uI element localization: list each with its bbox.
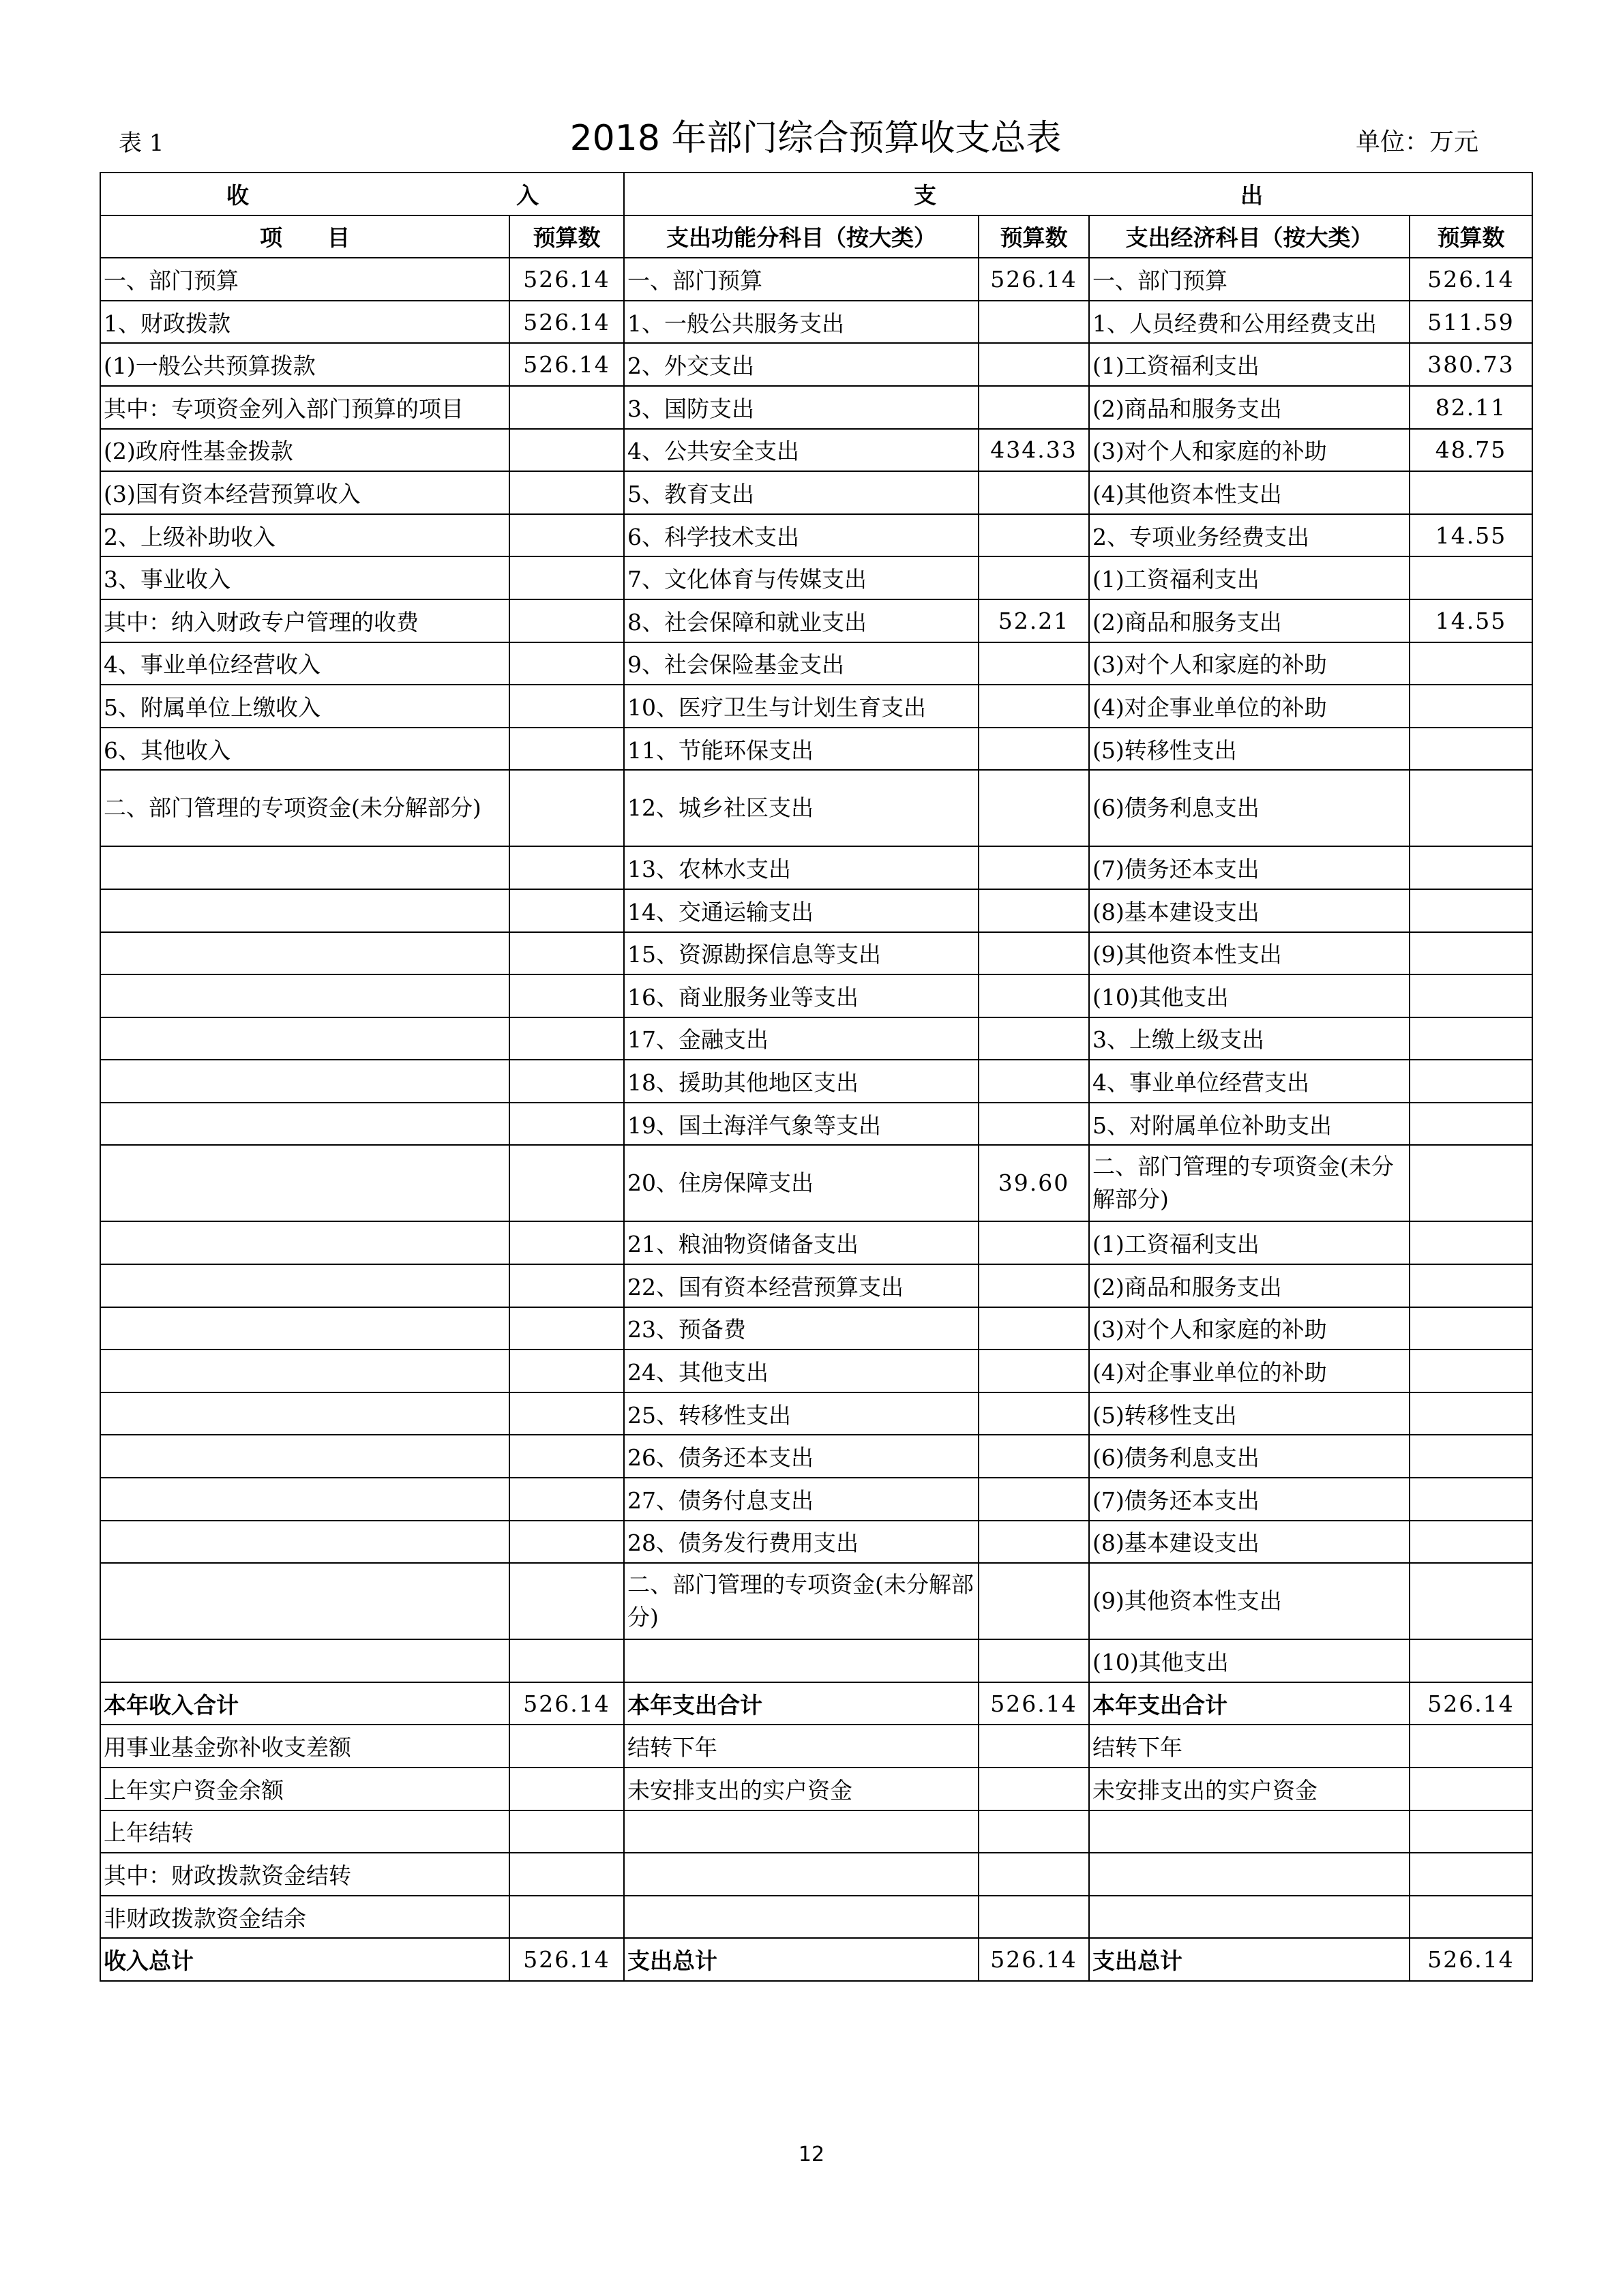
- item-name-cell: 6、其他收入: [100, 728, 509, 771]
- budget-amount-cell: [1410, 1810, 1532, 1853]
- budget-amount-cell: [509, 685, 624, 728]
- item-name-cell: 支出总计: [1089, 1938, 1410, 1981]
- budget-amount-cell: [1410, 1521, 1532, 1564]
- budget-amount-cell: [1410, 1307, 1532, 1350]
- item-name-cell: (2)商品和服务支出: [1089, 386, 1410, 429]
- item-name-cell: [100, 1521, 509, 1564]
- budget-amount-cell: 511.59: [1410, 301, 1532, 344]
- budget-amount-cell: [979, 932, 1089, 975]
- item-name-cell: [624, 1896, 979, 1939]
- item-name-cell: [100, 1221, 509, 1264]
- budget-amount-cell: [979, 301, 1089, 344]
- budget-amount-cell: [509, 1768, 624, 1810]
- item-name-cell: (4)对企事业单位的补助: [1089, 685, 1410, 728]
- budget-amount-cell: [509, 1264, 624, 1307]
- budget-amount-cell: 434.33: [979, 429, 1089, 472]
- item-name-cell: 结转下年: [624, 1725, 979, 1768]
- item-name-cell: 11、节能环保支出: [624, 728, 979, 771]
- item-name-cell: (8)基本建设支出: [1089, 889, 1410, 932]
- column-header: 项 目: [100, 215, 509, 258]
- budget-amount-cell: [1410, 642, 1532, 685]
- item-name-cell: 本年收入合计: [100, 1682, 509, 1725]
- budget-amount-cell: [1410, 1103, 1532, 1146]
- item-name-cell: [100, 1350, 509, 1392]
- item-name-cell: 4、公共安全支出: [624, 429, 979, 472]
- item-name-cell: 未安排支出的实户资金: [1089, 1768, 1410, 1810]
- item-name-cell: 19、国土海洋气象等支出: [624, 1103, 979, 1146]
- item-name-cell: [100, 1435, 509, 1478]
- item-name-cell: 本年支出合计: [1089, 1682, 1410, 1725]
- item-name-cell: (4)对企事业单位的补助: [1089, 1350, 1410, 1392]
- table-row: [100, 1060, 1532, 1103]
- item-name-cell: (5)转移性支出: [1089, 1392, 1410, 1435]
- expense-group-char-2: 出: [1240, 181, 1263, 209]
- column-header-row: [100, 215, 1532, 258]
- income-group-char-1: 收: [226, 181, 249, 209]
- budget-amount-cell: [509, 1017, 624, 1060]
- table-row: [100, 1145, 1532, 1221]
- table-row: [100, 1017, 1532, 1060]
- table-row: [100, 556, 1532, 599]
- budget-amount-cell: [979, 846, 1089, 889]
- budget-amount-cell: 526.14: [1410, 258, 1532, 301]
- item-name-cell: (3)对个人和家庭的补助: [1089, 642, 1410, 685]
- budget-amount-cell: [509, 1435, 624, 1478]
- item-name-cell: (7)债务还本支出: [1089, 846, 1410, 889]
- item-name-cell: 二、部门管理的专项资金(未分解部分): [624, 1563, 979, 1639]
- item-name-cell: (1)工资福利支出: [1089, 1221, 1410, 1264]
- budget-amount-cell: 14.55: [1410, 514, 1532, 557]
- item-name-cell: 本年支出合计: [624, 1682, 979, 1725]
- item-name-cell: 15、资源勘探信息等支出: [624, 932, 979, 975]
- item-name-cell: (2)商品和服务支出: [1089, 599, 1410, 642]
- table-row: [100, 642, 1532, 685]
- budget-amount-cell: [979, 1853, 1089, 1896]
- column-header: 支出功能分科目（按大类）: [624, 215, 979, 258]
- budget-amount-cell: [1410, 770, 1532, 846]
- item-name-cell: 17、金融支出: [624, 1017, 979, 1060]
- item-name-cell: 5、附属单位上缴收入: [100, 685, 509, 728]
- item-name-cell: 2、专项业务经费支出: [1089, 514, 1410, 557]
- item-name-cell: 二、部门管理的专项资金(未分解部分): [100, 770, 509, 846]
- table-row: [100, 685, 1532, 728]
- item-name-cell: 8、社会保障和就业支出: [624, 599, 979, 642]
- budget-amount-cell: [979, 889, 1089, 932]
- budget-amount-cell: [1410, 1350, 1532, 1392]
- item-name-cell: 1、人员经费和公用经费支出: [1089, 301, 1410, 344]
- budget-table: [100, 172, 1533, 1982]
- item-name-cell: 支出总计: [624, 1938, 979, 1981]
- budget-amount-cell: 526.14: [509, 301, 624, 344]
- budget-amount-cell: 526.14: [979, 258, 1089, 301]
- item-name-cell: (6)债务利息支出: [1089, 770, 1410, 846]
- table-row: [100, 728, 1532, 771]
- item-name-cell: (10)其他支出: [1089, 974, 1410, 1017]
- budget-amount-cell: [1410, 1145, 1532, 1221]
- item-name-cell: 上年结转: [100, 1810, 509, 1853]
- budget-amount-cell: [1410, 1896, 1532, 1939]
- item-name-cell: [100, 1478, 509, 1521]
- budget-amount-cell: [509, 770, 624, 846]
- table-row: [100, 889, 1532, 932]
- table-row: [100, 1810, 1532, 1853]
- item-name-cell: 16、商业服务业等支出: [624, 974, 979, 1017]
- item-name-cell: 9、社会保险基金支出: [624, 642, 979, 685]
- budget-amount-cell: [1410, 1264, 1532, 1307]
- item-name-cell: 24、其他支出: [624, 1350, 979, 1392]
- item-name-cell: (1)工资福利支出: [1089, 343, 1410, 386]
- item-name-cell: 3、国防支出: [624, 386, 979, 429]
- item-name-cell: (5)转移性支出: [1089, 728, 1410, 771]
- column-header: 预算数: [979, 215, 1089, 258]
- item-name-cell: 13、农林水支出: [624, 846, 979, 889]
- budget-amount-cell: [979, 1639, 1089, 1682]
- table-row: [100, 386, 1532, 429]
- budget-amount-cell: 14.55: [1410, 599, 1532, 642]
- budget-amount-cell: 39.60: [979, 1145, 1089, 1221]
- budget-amount-cell: [979, 685, 1089, 728]
- table-row: [100, 846, 1532, 889]
- budget-amount-cell: [979, 514, 1089, 557]
- budget-amount-cell: [1410, 1392, 1532, 1435]
- item-name-cell: 其中：纳入财政专户管理的收费: [100, 599, 509, 642]
- table-row: [100, 1264, 1532, 1307]
- item-name-cell: 其中：财政拨款资金结转: [100, 1853, 509, 1896]
- budget-amount-cell: [509, 556, 624, 599]
- budget-amount-cell: [1410, 1017, 1532, 1060]
- budget-amount-cell: [979, 974, 1089, 1017]
- budget-amount-cell: [979, 1435, 1089, 1478]
- table-row: [100, 1639, 1532, 1682]
- budget-amount-cell: 48.75: [1410, 429, 1532, 472]
- column-header: 预算数: [1410, 215, 1532, 258]
- budget-amount-cell: [509, 846, 624, 889]
- item-name-cell: 一、部门预算: [100, 258, 509, 301]
- budget-amount-cell: [979, 1307, 1089, 1350]
- table-row: [100, 1478, 1532, 1521]
- budget-table-body: [100, 258, 1532, 1981]
- item-name-cell: 27、债务付息支出: [624, 1478, 979, 1521]
- item-name-cell: 25、转移性支出: [624, 1392, 979, 1435]
- column-header: 预算数: [509, 215, 624, 258]
- budget-amount-cell: [979, 1350, 1089, 1392]
- budget-amount-cell: [509, 471, 624, 514]
- budget-amount-cell: [1410, 471, 1532, 514]
- item-name-cell: 2、上级补助收入: [100, 514, 509, 557]
- table-row: [100, 1521, 1532, 1564]
- item-name-cell: [100, 1060, 509, 1103]
- budget-amount-cell: [979, 1392, 1089, 1435]
- item-name-cell: 3、上缴上级支出: [1089, 1017, 1410, 1060]
- budget-amount-cell: [509, 1639, 624, 1682]
- expense-group-char-1: 支: [914, 181, 936, 209]
- budget-amount-cell: [509, 1060, 624, 1103]
- budget-amount-cell: [979, 1521, 1089, 1564]
- item-name-cell: [100, 1264, 509, 1307]
- budget-amount-cell: [979, 770, 1089, 846]
- item-name-cell: (2)商品和服务支出: [1089, 1264, 1410, 1307]
- budget-amount-cell: 526.14: [1410, 1938, 1532, 1981]
- item-name-cell: 4、事业单位经营支出: [1089, 1060, 1410, 1103]
- item-name-cell: [1089, 1896, 1410, 1939]
- unit-label: 单位：万元: [1355, 128, 1478, 156]
- item-name-cell: (8)基本建设支出: [1089, 1521, 1410, 1564]
- table-row: [100, 514, 1532, 557]
- budget-amount-cell: [509, 1145, 624, 1221]
- budget-amount-cell: [509, 932, 624, 975]
- item-name-cell: [100, 889, 509, 932]
- table-row: [100, 974, 1532, 1017]
- budget-amount-cell: [509, 1307, 624, 1350]
- item-name-cell: 14、交通运输支出: [624, 889, 979, 932]
- item-name-cell: 一、部门预算: [1089, 258, 1410, 301]
- budget-amount-cell: [1410, 1478, 1532, 1521]
- item-name-cell: 收入总计: [100, 1938, 509, 1981]
- budget-amount-cell: [1410, 1060, 1532, 1103]
- table-row: [100, 1221, 1532, 1264]
- budget-amount-cell: [1410, 1435, 1532, 1478]
- item-name-cell: [1089, 1810, 1410, 1853]
- income-group-char-2: 入: [516, 181, 539, 209]
- budget-amount-cell: [1410, 1563, 1532, 1639]
- budget-amount-cell: 82.11: [1410, 386, 1532, 429]
- item-name-cell: (1)一般公共预算拨款: [100, 343, 509, 386]
- budget-amount-cell: [1410, 1853, 1532, 1896]
- table-row: [100, 1938, 1532, 1981]
- budget-amount-cell: [979, 1768, 1089, 1810]
- budget-amount-cell: [979, 471, 1089, 514]
- budget-amount-cell: [979, 1896, 1089, 1939]
- item-name-cell: 非财政拨款资金结余: [100, 1896, 509, 1939]
- budget-amount-cell: [979, 1017, 1089, 1060]
- item-name-cell: 12、城乡社区支出: [624, 770, 979, 846]
- budget-amount-cell: [509, 1350, 624, 1392]
- item-name-cell: (9)其他资本性支出: [1089, 932, 1410, 975]
- table-row: [100, 1435, 1532, 1478]
- item-name-cell: 7、文化体育与传媒支出: [624, 556, 979, 599]
- table-row: [100, 301, 1532, 344]
- table-row: [100, 1768, 1532, 1810]
- budget-amount-cell: [1410, 1639, 1532, 1682]
- budget-amount-cell: [979, 1563, 1089, 1639]
- budget-amount-cell: [509, 1896, 624, 1939]
- budget-amount-cell: [979, 642, 1089, 685]
- budget-amount-cell: [979, 1264, 1089, 1307]
- budget-amount-cell: 526.14: [1410, 1682, 1532, 1725]
- item-name-cell: 用事业基金弥补收支差额: [100, 1725, 509, 1768]
- budget-amount-cell: [509, 728, 624, 771]
- table-row: [100, 1682, 1532, 1725]
- budget-amount-cell: [509, 1221, 624, 1264]
- table-row: [100, 1725, 1532, 1768]
- item-name-cell: 结转下年: [1089, 1725, 1410, 1768]
- expense-group-header: [624, 173, 1532, 215]
- item-name-cell: [100, 974, 509, 1017]
- item-name-cell: (3)对个人和家庭的补助: [1089, 1307, 1410, 1350]
- group-header-row: [100, 173, 1532, 215]
- budget-amount-cell: [509, 1853, 624, 1896]
- item-name-cell: [100, 1145, 509, 1221]
- budget-amount-cell: 526.14: [509, 343, 624, 386]
- budget-amount-cell: [509, 599, 624, 642]
- item-name-cell: (7)债务还本支出: [1089, 1478, 1410, 1521]
- page-title: 2018 年部门综合预算收支总表: [569, 118, 1062, 159]
- budget-amount-cell: [509, 642, 624, 685]
- item-name-cell: [1089, 1853, 1410, 1896]
- table-row: [100, 1563, 1532, 1639]
- budget-amount-cell: [509, 1478, 624, 1521]
- budget-amount-cell: [1410, 1768, 1532, 1810]
- table-row: [100, 429, 1532, 472]
- budget-amount-cell: [1410, 685, 1532, 728]
- item-name-cell: [100, 1307, 509, 1350]
- budget-amount-cell: [979, 556, 1089, 599]
- table-row: [100, 343, 1532, 386]
- table-row: [100, 1103, 1532, 1146]
- item-name-cell: (4)其他资本性支出: [1089, 471, 1410, 514]
- budget-amount-cell: [979, 386, 1089, 429]
- item-name-cell: [100, 846, 509, 889]
- budget-amount-cell: [1410, 556, 1532, 599]
- budget-amount-cell: 526.14: [509, 1682, 624, 1725]
- budget-amount-cell: [1410, 846, 1532, 889]
- income-group-header: [100, 173, 624, 215]
- item-name-cell: [624, 1810, 979, 1853]
- item-name-cell: 18、援助其他地区支出: [624, 1060, 979, 1103]
- item-name-cell: 6、科学技术支出: [624, 514, 979, 557]
- budget-amount-cell: [1410, 889, 1532, 932]
- budget-amount-cell: [509, 974, 624, 1017]
- budget-amount-cell: [1410, 1221, 1532, 1264]
- item-name-cell: 3、事业收入: [100, 556, 509, 599]
- table-row: [100, 932, 1532, 975]
- budget-amount-cell: [979, 1221, 1089, 1264]
- budget-amount-cell: [979, 1810, 1089, 1853]
- item-name-cell: 1、一般公共服务支出: [624, 301, 979, 344]
- budget-amount-cell: [1410, 1725, 1532, 1768]
- budget-amount-cell: [979, 1725, 1089, 1768]
- table-row: [100, 1350, 1532, 1392]
- budget-amount-cell: [509, 514, 624, 557]
- budget-amount-cell: [509, 889, 624, 932]
- budget-amount-cell: [979, 343, 1089, 386]
- item-name-cell: 4、事业单位经营收入: [100, 642, 509, 685]
- item-name-cell: (3)国有资本经营预算收入: [100, 471, 509, 514]
- budget-amount-cell: [509, 1521, 624, 1564]
- table-row: [100, 1392, 1532, 1435]
- item-name-cell: 1、财政拨款: [100, 301, 509, 344]
- item-name-cell: [100, 1563, 509, 1639]
- table-row: [100, 1853, 1532, 1896]
- budget-amount-cell: 526.14: [979, 1682, 1089, 1725]
- table-row: [100, 1307, 1532, 1350]
- item-name-cell: 2、外交支出: [624, 343, 979, 386]
- budget-amount-cell: [509, 1725, 624, 1768]
- item-name-cell: 5、对附属单位补助支出: [1089, 1103, 1410, 1146]
- budget-amount-cell: 526.14: [509, 1938, 624, 1981]
- item-name-cell: 21、粮油物资储备支出: [624, 1221, 979, 1264]
- budget-amount-cell: 380.73: [1410, 343, 1532, 386]
- item-name-cell: 5、教育支出: [624, 471, 979, 514]
- budget-amount-cell: [979, 728, 1089, 771]
- budget-amount-cell: 52.21: [979, 599, 1089, 642]
- item-name-cell: 二、部门管理的专项资金(未分解部分): [1089, 1145, 1410, 1221]
- table-row: [100, 471, 1532, 514]
- item-name-cell: (1)工资福利支出: [1089, 556, 1410, 599]
- column-header: 支出经济科目（按大类）: [1089, 215, 1410, 258]
- budget-amount-cell: [509, 1392, 624, 1435]
- item-name-cell: 20、住房保障支出: [624, 1145, 979, 1221]
- item-name-cell: 28、债务发行费用支出: [624, 1521, 979, 1564]
- item-name-cell: 10、医疗卫生与计划生育支出: [624, 685, 979, 728]
- table-label: 表 1: [119, 130, 164, 157]
- budget-amount-cell: [509, 386, 624, 429]
- budget-amount-cell: [1410, 932, 1532, 975]
- item-name-cell: 一、部门预算: [624, 258, 979, 301]
- page-number: 12: [798, 2143, 825, 2166]
- item-name-cell: [100, 1639, 509, 1682]
- item-name-cell: (3)对个人和家庭的补助: [1089, 429, 1410, 472]
- budget-amount-cell: [509, 1810, 624, 1853]
- item-name-cell: 未安排支出的实户资金: [624, 1768, 979, 1810]
- budget-amount-cell: [509, 1563, 624, 1639]
- table-row: [100, 1896, 1532, 1939]
- item-name-cell: 23、预备费: [624, 1307, 979, 1350]
- item-name-cell: 22、国有资本经营预算支出: [624, 1264, 979, 1307]
- budget-amount-cell: [1410, 974, 1532, 1017]
- budget-amount-cell: [979, 1060, 1089, 1103]
- item-name-cell: [624, 1639, 979, 1682]
- budget-amount-cell: 526.14: [979, 1938, 1089, 1981]
- item-name-cell: 26、债务还本支出: [624, 1435, 979, 1478]
- budget-amount-cell: [509, 429, 624, 472]
- budget-amount-cell: 526.14: [509, 258, 624, 301]
- item-name-cell: 上年实户资金余额: [100, 1768, 509, 1810]
- item-name-cell: (9)其他资本性支出: [1089, 1563, 1410, 1639]
- table-row: [100, 770, 1532, 846]
- item-name-cell: 其中：专项资金列入部门预算的项目: [100, 386, 509, 429]
- item-name-cell: [624, 1853, 979, 1896]
- budget-amount-cell: [509, 1103, 624, 1146]
- item-name-cell: [100, 1392, 509, 1435]
- table-row: [100, 258, 1532, 301]
- table-row: [100, 599, 1532, 642]
- budget-amount-cell: [1410, 728, 1532, 771]
- budget-amount-cell: [979, 1103, 1089, 1146]
- item-name-cell: (6)债务利息支出: [1089, 1435, 1410, 1478]
- budget-amount-cell: [979, 1478, 1089, 1521]
- item-name-cell: (10)其他支出: [1089, 1639, 1410, 1682]
- item-name-cell: [100, 1103, 509, 1146]
- document-header: [100, 102, 1532, 170]
- item-name-cell: (2)政府性基金拨款: [100, 429, 509, 472]
- item-name-cell: [100, 1017, 509, 1060]
- item-name-cell: [100, 932, 509, 975]
